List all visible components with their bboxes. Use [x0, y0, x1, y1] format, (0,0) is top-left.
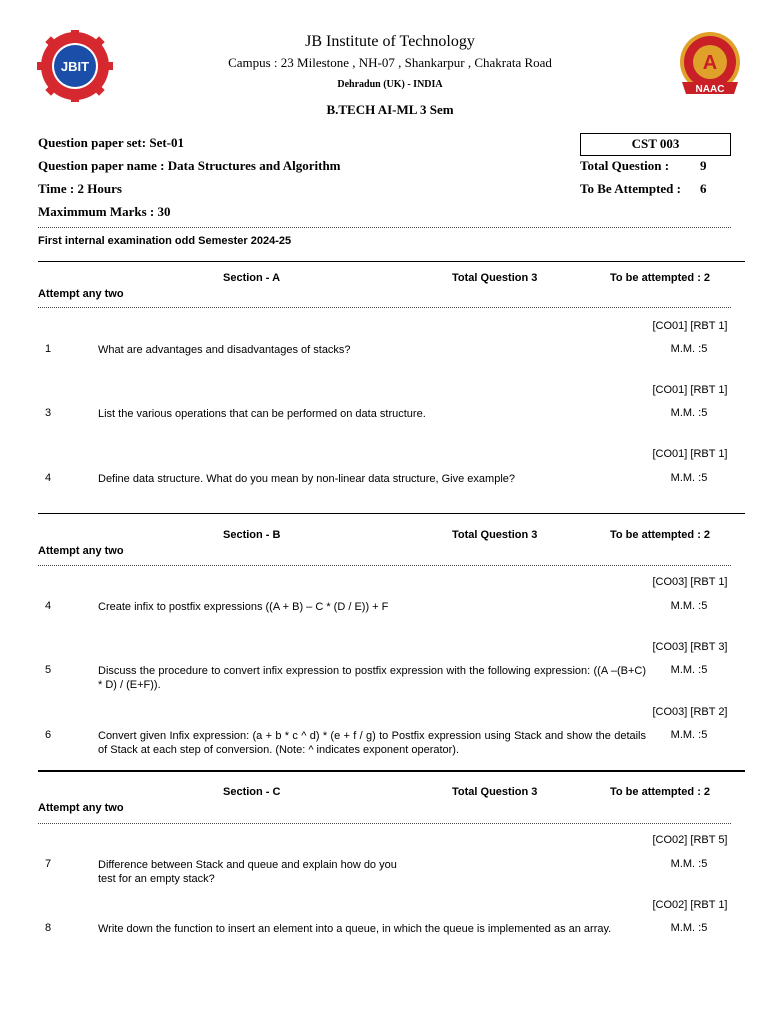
question-text: Difference between Stack and queue and explain how do you test for an empty stack?	[98, 859, 397, 885]
location: Dehradun (UK) - INDIA	[337, 79, 443, 90]
section-divider	[38, 770, 745, 772]
question-tag: [CO01] [RBT 1]	[652, 320, 728, 332]
question-text: Define data structure. What do you mean by non-linear data structure, Give example?	[98, 473, 515, 485]
section-title: Section - B	[223, 529, 281, 541]
section-total: Total Question 3	[452, 786, 538, 798]
question-number: 3	[45, 407, 52, 419]
question-tag: [CO02] [RBT 1]	[652, 899, 728, 911]
question-tag: [CO03] [RBT 2]	[652, 706, 728, 718]
question-text: Create infix to postfix expressions ((A + B) – C * (D / E)) + F	[98, 601, 389, 613]
question-text: Convert given Infix expression: (a + b * c ^ d) * (e + f / g) to Postfix expression using Stack and show the details of Stack at each step of conversion. (Note: ^ indicates exponent operator).	[98, 730, 646, 756]
section-instruction: Attempt any two	[38, 288, 124, 300]
question-marks: M.M. :5	[670, 922, 708, 934]
question-text: Write down the function to insert an element into a queue, in which the queue is implemented as an array.	[98, 923, 612, 935]
section-instruction: Attempt any two	[38, 802, 124, 814]
to-be-attempted-value: 6	[700, 181, 707, 196]
section-attempt: To be attempted : 2	[610, 786, 711, 798]
divider	[38, 307, 731, 308]
section-attempt: To be attempted : 2	[610, 272, 711, 284]
exam-time: Time : 2 Hours	[38, 181, 122, 196]
question-marks: M.M. :5	[670, 472, 708, 484]
question-text: What are advantages and disadvantages of stacks?	[98, 344, 351, 356]
question-number: 5	[45, 664, 52, 676]
paper-name: Question paper name : Data Structures and Algorithm	[38, 158, 341, 173]
question-number: 7	[45, 858, 52, 870]
question-number: 1	[45, 343, 52, 355]
section-title: Section - A	[223, 272, 281, 284]
max-marks: Maximmum Marks : 30	[38, 204, 171, 219]
paper-set: Question paper set: Set-01	[38, 135, 185, 150]
course-code: CST 003	[580, 133, 731, 156]
svg-text:JBIT: JBIT	[60, 59, 90, 74]
question-text: Discuss the procedure to convert infix expression to postfix expression with the following expression: ((A –(B+C) * D) / (E+F)).	[98, 665, 646, 691]
question-tag: [CO03] [RBT 3]	[652, 641, 728, 653]
section-title: Section - C	[223, 786, 281, 798]
question-tag: [CO02] [RBT 5]	[652, 834, 728, 846]
program-title: B.TECH AI-ML 3 Sem	[326, 102, 454, 117]
question-number: 8	[45, 922, 52, 934]
svg-text:A: A	[702, 52, 718, 74]
question-tag: [CO01] [RBT 1]	[652, 448, 728, 460]
divider	[38, 565, 731, 566]
question-marks: M.M. :5	[670, 729, 708, 741]
total-question-value: 9	[700, 158, 707, 173]
campus-address: Campus : 23 Milestone , NH-07 , Shankarpur , Chakrata Road	[228, 55, 552, 70]
total-question-label: Total Question :	[580, 158, 670, 173]
question-marks: M.M. :5	[670, 407, 708, 419]
section-divider	[38, 513, 745, 514]
question-text: List the various operations that can be performed on data structure.	[98, 408, 426, 420]
institute-name: JB Institute of Technology	[305, 33, 475, 50]
question-marks: M.M. :5	[670, 600, 708, 612]
section-total: Total Question 3	[452, 529, 538, 541]
divider	[38, 823, 731, 824]
question-tag: [CO03] [RBT 1]	[652, 576, 728, 588]
section-attempt: To be attempted : 2	[610, 529, 711, 541]
question-marks: M.M. :5	[670, 343, 708, 355]
section-instruction: Attempt any two	[38, 545, 124, 557]
question-tag: [CO01] [RBT 1]	[652, 384, 728, 396]
question-marks: M.M. :5	[670, 858, 708, 870]
divider	[38, 227, 731, 228]
section-divider	[38, 261, 745, 262]
question-number: 4	[45, 600, 52, 612]
svg-text:NAAC: NAAC	[695, 84, 725, 95]
question-number: 6	[45, 729, 52, 741]
question-marks: M.M. :5	[670, 664, 708, 676]
question-number: 4	[45, 472, 52, 484]
to-be-attempted-label: To Be Attempted :	[580, 181, 681, 196]
exam-title: First internal examination odd Semester 2024-25	[38, 235, 292, 247]
section-total: Total Question 3	[452, 272, 538, 284]
